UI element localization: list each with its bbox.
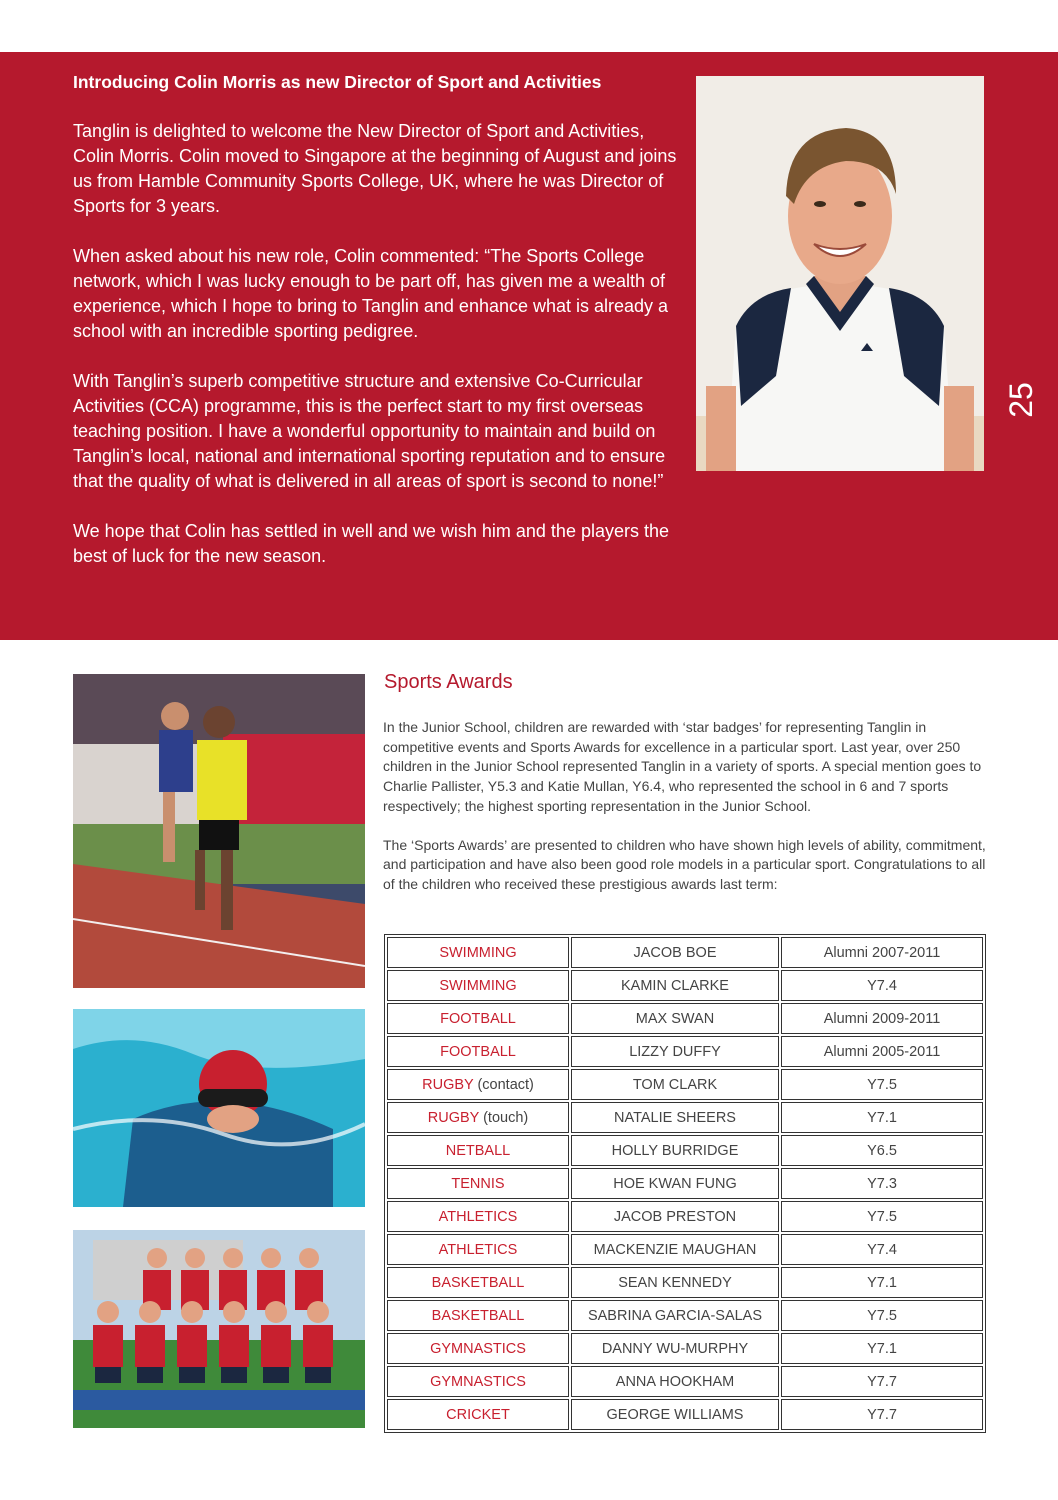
award-class: Alumni 2007-2011 bbox=[781, 937, 983, 968]
award-sport: BASKETBALL bbox=[431, 1274, 525, 1291]
award-class: Y7.5 bbox=[781, 1201, 983, 1232]
award-recipient: HOE KWAN FUNG bbox=[571, 1168, 779, 1199]
table-row bbox=[387, 1234, 983, 1265]
intro-paragraph: With Tanglin’s superb competitive structure and extensive Co-Curricular Activities (CCA) programme, this is the perfect start to my first overseas teaching position. I have a wonderful opportunity to maintain and build on Tanglin’s local, national and international sporting reputation and to ensure that the quality of what is delivered in all areas of sport is second to none!” bbox=[73, 371, 666, 491]
award-sport-variant: (contact) bbox=[473, 1076, 534, 1093]
intro-paragraph: We hope that Colin has settled in well and we wish him and the players the best of luck for the new season. bbox=[73, 521, 670, 566]
award-sport: SWIMMING bbox=[439, 944, 517, 961]
sports-awards-title: Sports Awards bbox=[384, 671, 513, 693]
table-row bbox=[387, 1201, 983, 1232]
award-sport-cell bbox=[387, 1069, 569, 1100]
table-row bbox=[387, 1168, 983, 1199]
swimming-photo bbox=[73, 1009, 365, 1207]
award-sport: ATHLETICS bbox=[438, 1241, 518, 1258]
table-row bbox=[387, 1069, 983, 1100]
award-sport: BASKETBALL bbox=[431, 1307, 525, 1324]
award-sport: RUGBY bbox=[427, 1109, 480, 1126]
table-row bbox=[387, 1366, 983, 1397]
award-class: Y7.5 bbox=[781, 1069, 983, 1100]
award-sport: RUGBY bbox=[422, 1076, 474, 1093]
award-recipient: ANNA HOOKHAM bbox=[571, 1366, 779, 1397]
award-sport: ATHLETICS bbox=[438, 1208, 518, 1225]
award-class: Y7.7 bbox=[781, 1366, 983, 1397]
award-recipient: NATALIE SHEERS bbox=[571, 1102, 779, 1133]
award-sport-cell bbox=[387, 1168, 569, 1199]
award-sport: TENNIS bbox=[451, 1175, 505, 1192]
sports-awards-text bbox=[383, 718, 988, 914]
award-class: Y7.4 bbox=[781, 1234, 983, 1265]
table-row bbox=[387, 1036, 983, 1067]
award-class: Alumni 2005-2011 bbox=[781, 1036, 983, 1067]
award-sport-variant: (touch) bbox=[479, 1109, 529, 1126]
director-portrait-photo bbox=[696, 76, 984, 471]
intro-paragraph: When asked about his new role, Colin commented: “The Sports College network, which I was lucky enough to be part off, has given me a wealth of experience, which I hope to bring to Tanglin and enhance what is already a school with an incredible sporting pedigree. bbox=[73, 246, 669, 341]
award-sport: NETBALL bbox=[445, 1142, 511, 1159]
awards-paragraph: In the Junior School, children are rewarded with ‘star badges’ for representing Tanglin in competitive events and Sports Awards for excellence in a particular sport. Last year, over 250 children in the Junior School represented Tanglin in a variety of sports. A special mention goes to Charlie Pallister, Y5.3 and Katie Mullan, Y6.4, who represented the school in 6 and 7 sports respectively; the highest sporting representation in the Junior School. bbox=[383, 719, 982, 814]
athletics-race-photo bbox=[73, 674, 365, 988]
awards-paragraph: The ‘Sports Awards’ are presented to children who have shown high levels of ability, commitment, and participation and have also been good role models in a particular sport. Congratulations to all of the children who received these prestigious awards last term: bbox=[383, 836, 986, 892]
award-recipient: LIZZY DUFFY bbox=[571, 1036, 779, 1067]
intro-paragraph: Tanglin is delighted to welcome the New Director of Sport and Activities, Colin Morris. Colin moved to Singapore at the beginning of August and joins us from Hamble Community Sports College, UK, where he was Director of Sports for 3 years. bbox=[73, 121, 677, 216]
award-class: Y7.3 bbox=[781, 1168, 983, 1199]
table-row bbox=[387, 1003, 983, 1034]
sports-awards-table bbox=[384, 934, 986, 1433]
table-row bbox=[387, 1333, 983, 1364]
award-sport-cell bbox=[387, 937, 569, 968]
award-sport-cell bbox=[387, 1201, 569, 1232]
award-class: Y7.5 bbox=[781, 1300, 983, 1331]
intro-article bbox=[73, 70, 678, 594]
award-class: Y7.1 bbox=[781, 1267, 983, 1298]
award-sport-cell bbox=[387, 1399, 569, 1430]
award-recipient: GEORGE WILLIAMS bbox=[571, 1399, 779, 1430]
award-class: Y7.4 bbox=[781, 970, 983, 1001]
table-row bbox=[387, 1267, 983, 1298]
award-sport: SWIMMING bbox=[439, 977, 517, 994]
award-class: Y7.7 bbox=[781, 1399, 983, 1430]
award-class: Y6.5 bbox=[781, 1135, 983, 1166]
page-number: 25 bbox=[1003, 382, 1039, 418]
table-row bbox=[387, 1135, 983, 1166]
award-sport: CRICKET bbox=[446, 1406, 510, 1423]
award-sport: GYMNASTICS bbox=[430, 1340, 526, 1357]
award-class: Alumni 2009-2011 bbox=[781, 1003, 983, 1034]
award-sport-cell bbox=[387, 1036, 569, 1067]
award-sport: FOOTBALL bbox=[440, 1010, 516, 1027]
award-recipient: KAMIN CLARKE bbox=[571, 970, 779, 1001]
table-row bbox=[387, 1300, 983, 1331]
award-sport-cell bbox=[387, 970, 569, 1001]
award-recipient: HOLLY BURRIDGE bbox=[571, 1135, 779, 1166]
award-sport-cell bbox=[387, 1003, 569, 1034]
award-recipient: SEAN KENNEDY bbox=[571, 1267, 779, 1298]
award-sport-cell bbox=[387, 1366, 569, 1397]
table-row bbox=[387, 970, 983, 1001]
award-recipient: JACOB BOE bbox=[571, 937, 779, 968]
award-recipient: MACKENZIE MAUGHAN bbox=[571, 1234, 779, 1265]
award-recipient: SABRINA GARCIA-SALAS bbox=[571, 1300, 779, 1331]
intro-heading: Introducing Colin Morris as new Director of Sport and Activities bbox=[73, 72, 602, 92]
award-class: Y7.1 bbox=[781, 1333, 983, 1364]
award-sport: GYMNASTICS bbox=[430, 1373, 526, 1390]
award-sport-cell bbox=[387, 1300, 569, 1331]
table-row bbox=[387, 1102, 983, 1133]
award-sport-cell bbox=[387, 1102, 569, 1133]
netball-team-photo bbox=[73, 1230, 365, 1428]
award-sport-cell bbox=[387, 1234, 569, 1265]
award-recipient: MAX SWAN bbox=[571, 1003, 779, 1034]
award-recipient: DANNY WU-MURPHY bbox=[571, 1333, 779, 1364]
award-sport-cell bbox=[387, 1135, 569, 1166]
award-recipient: JACOB PRESTON bbox=[571, 1201, 779, 1232]
award-recipient: TOM CLARK bbox=[571, 1069, 779, 1100]
award-class: Y7.1 bbox=[781, 1102, 983, 1133]
award-sport: FOOTBALL bbox=[440, 1043, 516, 1060]
table-row bbox=[387, 1399, 983, 1430]
award-sport-cell bbox=[387, 1333, 569, 1364]
award-sport-cell bbox=[387, 1267, 569, 1298]
table-row bbox=[387, 937, 983, 968]
